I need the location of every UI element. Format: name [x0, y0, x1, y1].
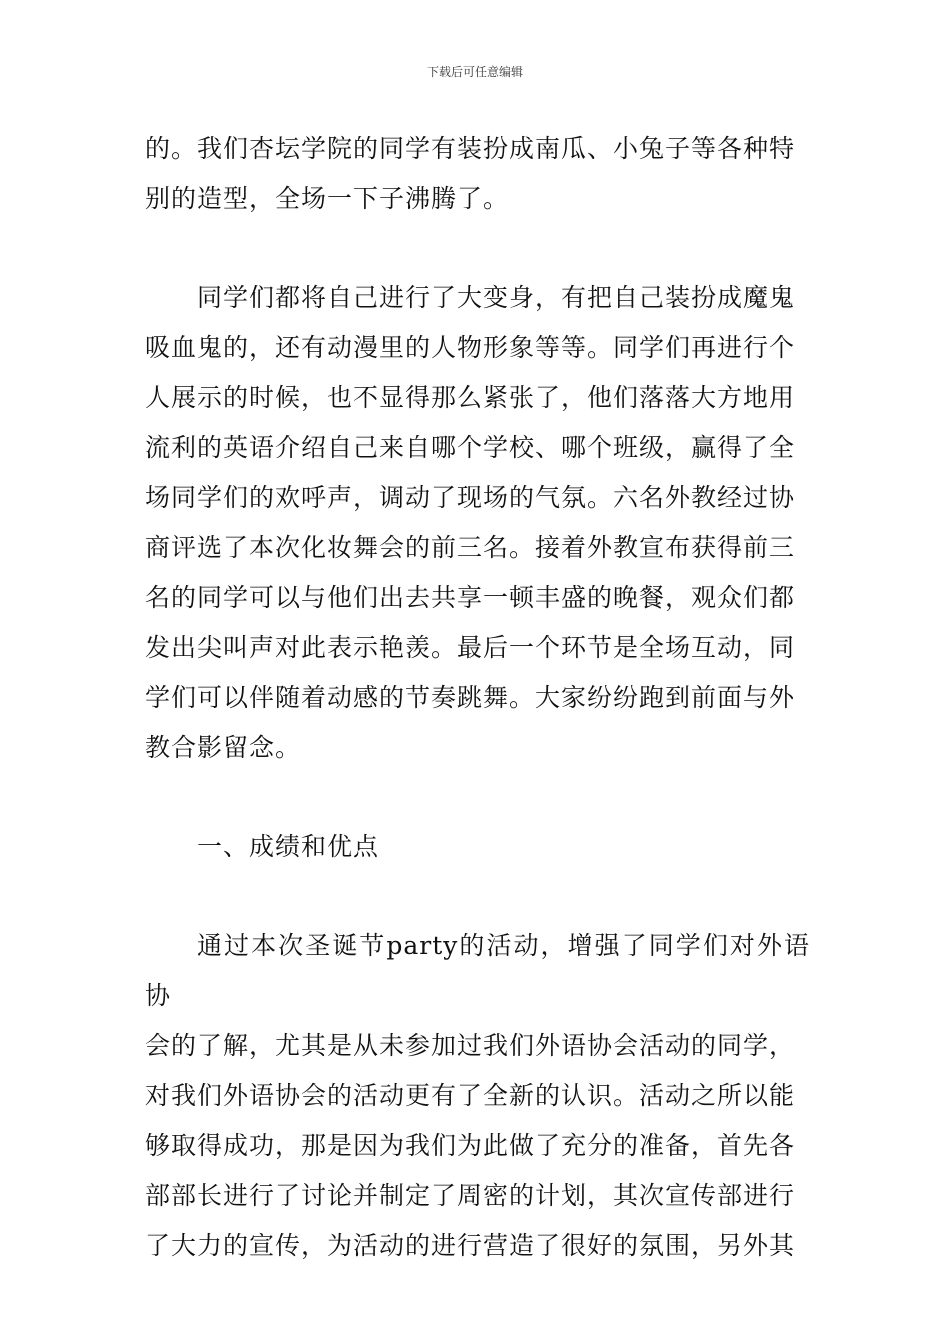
paragraph-line: 对我们外语协会的活动更有了全新的认识。活动之所以能 — [145, 1081, 796, 1110]
section-heading-text: 一、成绩和优点 — [197, 832, 380, 861]
page-header: 下载后可任意编辑 — [426, 65, 523, 79]
paragraph-line: 别的造型，全场一下子沸腾了。 — [145, 184, 510, 213]
paragraph-line: 吸血鬼的，还有动漫里的人物形象等等。同学们再进行个 — [145, 333, 796, 362]
paragraph-line: 人展示的时候，也不显得那么紧张了，他们落落大方地用 — [145, 383, 796, 412]
paragraph-line: 场同学们的欢呼声，调动了现场的气氛。六名外教经过协 — [145, 483, 796, 512]
paragraph-line: 部部长进行了讨论并制定了周密的计划，其次宣传部进行 — [145, 1181, 796, 1210]
paragraph-line: 了大力的宣传，为活动的进行营造了很好的氛围，另外其 — [145, 1231, 796, 1260]
section-heading — [145, 822, 810, 872]
paragraph-line: 的。我们杏坛学院的同学有装扮成南瓜、小兔子等各种特 — [145, 134, 796, 163]
paragraph-3 — [145, 921, 810, 1271]
paragraph-line: 通过本次圣诞节party的活动，增强了同学们对外语协 — [145, 931, 810, 1010]
document-body — [145, 124, 810, 1271]
paragraph-line: 会的了解，尤其是从未参加过我们外语协会活动的同学， — [145, 1031, 796, 1060]
paragraph-line: 教合影留念。 — [145, 733, 302, 762]
paragraph-1 — [145, 124, 810, 224]
paragraph-2 — [145, 273, 810, 773]
paragraph-line: 商评选了本次化妆舞会的前三名。接着外教宣布获得前三 — [145, 533, 796, 562]
paragraph-line: 同学们都将自己进行了大变身，有把自己装扮成魔鬼 — [197, 283, 796, 312]
paragraph-line: 发出尖叫声对此表示艳羡。最后一个环节是全场互动，同 — [145, 633, 796, 662]
paragraph-line: 流利的英语介绍自己来自哪个学校、哪个班级，赢得了全 — [145, 433, 796, 462]
paragraph-line: 学们可以伴随着动感的节奏跳舞。大家纷纷跑到前面与外 — [145, 683, 796, 712]
paragraph-line: 名的同学可以与他们出去共享一顿丰盛的晚餐，观众们都 — [145, 583, 796, 612]
paragraph-line: 够取得成功，那是因为我们为此做了充分的准备，首先各 — [145, 1131, 796, 1160]
